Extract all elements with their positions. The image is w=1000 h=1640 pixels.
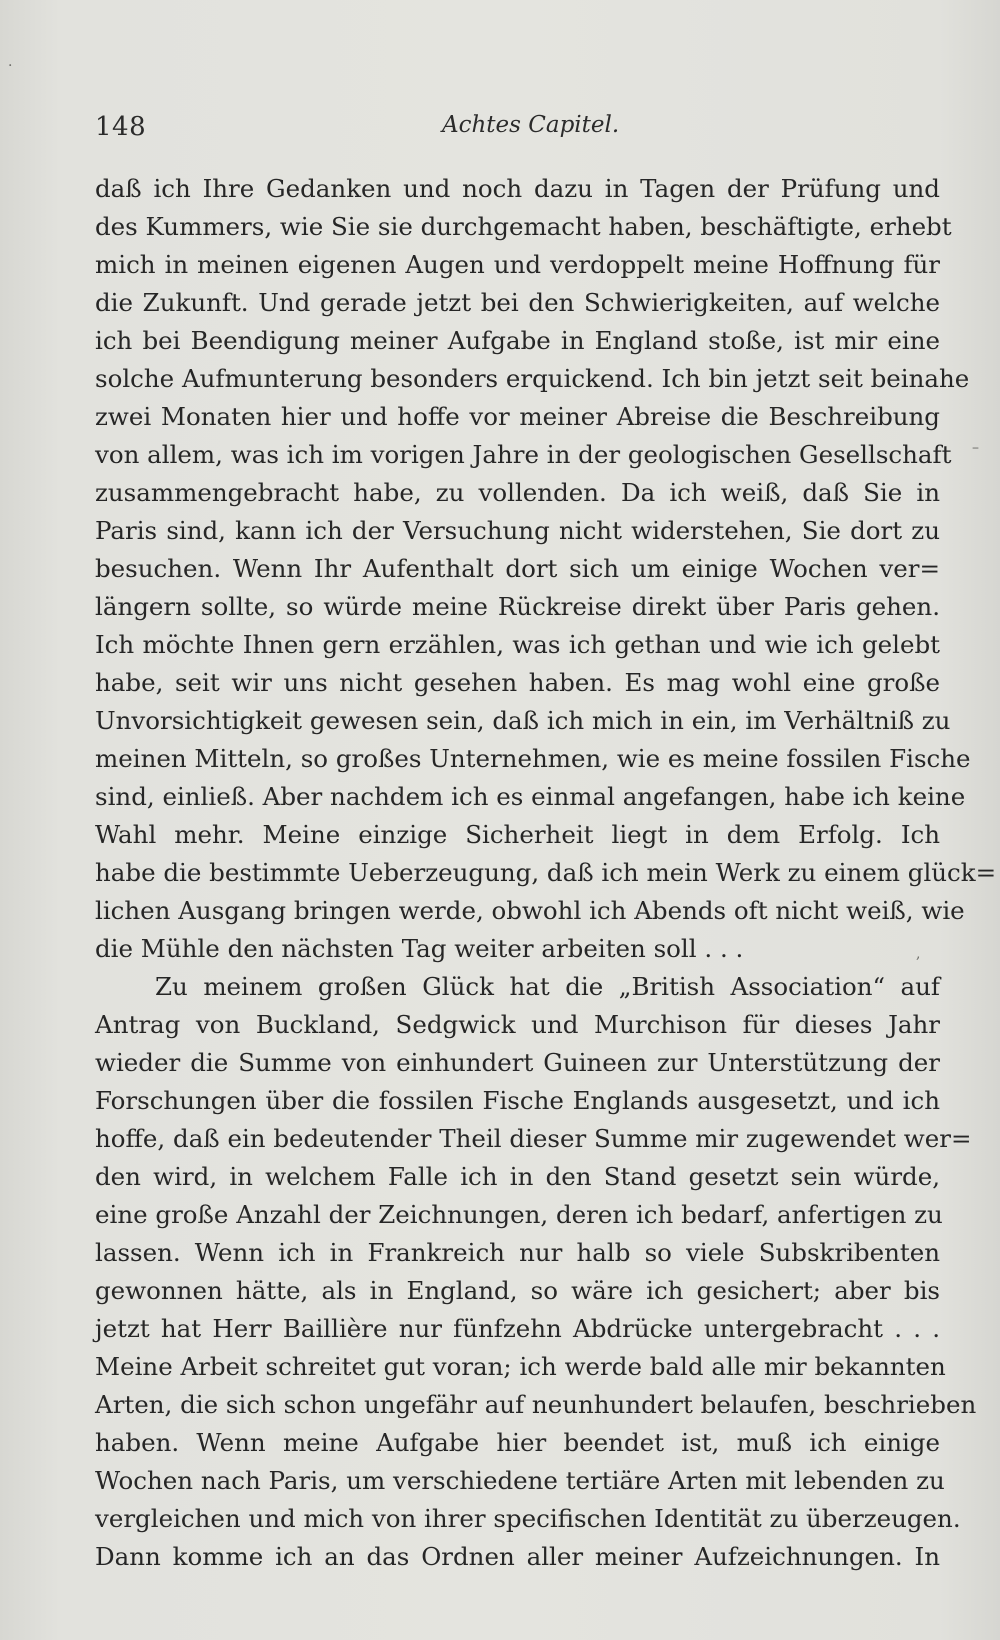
text-line: gewonnen hätte, als in England, so wäre ich gesichert; aber bis [95,1276,940,1305]
text-line: Antrag von Buckland, Sedgwick und Murchison für dieses Jahr [95,1010,940,1039]
text-line: zusammengebracht habe, zu vollenden. Da ich weiß, daß Sie in [95,478,940,507]
page-number: 148 [95,112,147,142]
text-line: Forschungen über die fossilen Fische Englands ausgesetzt, und ich [95,1086,940,1115]
text-line: Paris sind, kann ich der Versuchung nicht widerstehen, Sie dort zu [95,516,940,545]
text-line: zwei Monaten hier und hoffe vor meiner Abreise die Beschreibung [95,402,940,431]
text-line: meinen Mitteln, so großes Unternehmen, wie es meine fossilen Fische [95,744,971,773]
text-line: solche Aufmunterung besonders erquickend. Ich bin jetzt seit beinahe [95,364,970,393]
text-line: von allem, was ich im vorigen Jahre in der geologischen Gesellschaft [95,440,952,469]
text-line: Wahl mehr. Meine einzige Sicherheit liegt in dem Erfolg. Ich [95,820,940,849]
text-line: besuchen. Wenn Ihr Aufenthalt dort sich um einige Wochen ver= [95,554,940,583]
text-line-paragraph-start: Zu meinem großen Glück hat die „British Association“ auf [155,972,940,1001]
text-line: lichen Ausgang bringen werde, obwohl ich Abends oft nicht weiß, wie [95,896,965,925]
text-line: den wird, in welchem Falle ich in den Stand gesetzt sein würde, [95,1162,940,1191]
text-line: des Kummers, wie Sie sie durchgemacht haben, beschäftigte, erhebt [95,212,952,241]
text-line: wieder die Summe von einhundert Guineen zur Unterstützung der [95,1048,940,1077]
paper-speck-mark: · [8,58,13,74]
text-line: längern sollte, so würde meine Rückreise direkt über Paris gehen. [95,592,940,621]
text-line: Arten, die sich schon ungefähr auf neunhundert belaufen, beschrieben [95,1390,977,1419]
paper-dash-mark: – [972,440,979,456]
text-line: jetzt hat Herr Baillière nur fünfzehn Abdrücke untergebracht . . . [95,1314,940,1343]
body-text [95,170,997,1576]
text-line: Meine Arbeit schreitet gut voran; ich werde bald alle mir bekannten [95,1352,946,1381]
page-header [95,112,620,142]
text-line: Wochen nach Paris, um verschiedene tertiäre Arten mit lebenden zu [95,1466,945,1495]
text-line: Ich möchte Ihnen gern erzählen, was ich gethan und wie ich gelebt [95,630,940,659]
running-head: Achtes Capitel. [442,112,620,138]
text-line: Dann komme ich an das Ordnen aller meiner Aufzeichnungen. In [95,1542,940,1571]
text-line: habe die bestimmte Ueberzeugung, daß ich mein Werk zu einem glück= [95,858,997,887]
text-line: eine große Anzahl der Zeichnungen, deren ich bedarf, anfertigen zu [95,1200,943,1229]
text-line: mich in meinen eigenen Augen und verdoppelt meine Hoffnung für [95,250,940,279]
text-line: Unvorsichtigkeit gewesen sein, daß ich mich in ein, im Verhältniß zu [95,706,951,735]
paper-ink-mark: , [916,946,921,962]
text-line: lassen. Wenn ich in Frankreich nur halb so viele Subskribenten [95,1238,940,1267]
text-line: vergleichen und mich von ihrer specifischen Identität zu überzeugen. [95,1504,961,1533]
text-line: sind, einließ. Aber nachdem ich es einmal angefangen, habe ich keine [95,782,966,811]
text-line: hoffe, daß ein bedeutender Theil dieser Summe mir zugewendet wer= [95,1124,972,1153]
text-line: ich bei Beendigung meiner Aufgabe in England stoße, ist mir eine [95,326,940,355]
text-line: daß ich Ihre Gedanken und noch dazu in Tagen der Prüfung und [95,174,940,203]
text-line: haben. Wenn meine Aufgabe hier beendet ist, muß ich einige [95,1428,940,1457]
text-line: die Zukunft. Und gerade jetzt bei den Schwierigkeiten, auf welche [95,288,940,317]
text-line-paragraph-end: die Mühle den nächsten Tag weiter arbeiten soll . . . [95,934,744,963]
text-line: habe, seit wir uns nicht gesehen haben. Es mag wohl eine große [95,668,940,697]
